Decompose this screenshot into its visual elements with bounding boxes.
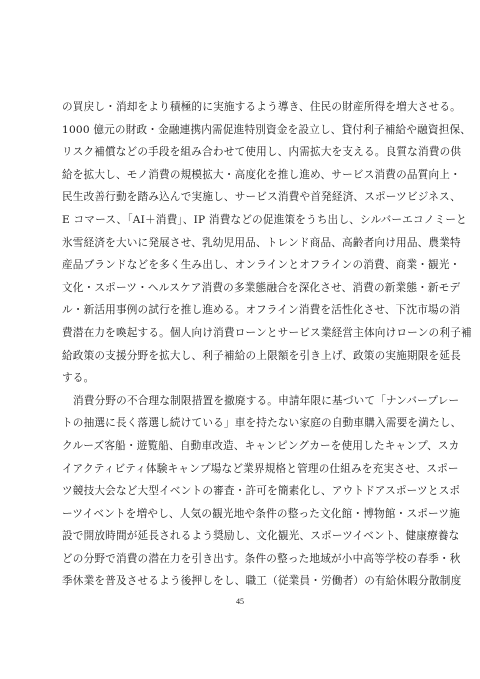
text-line: する。 [62,372,95,385]
text-line: 給を拡大し、モノ消費の規模拡大・高度化を推し進め、サービス消費の品質向上・ [62,168,461,181]
text-line: E コマース、「AI＋消費」、IP 消費などの促進策をうち出し、シルバーエコノミーと [62,213,467,226]
text-line: イアクティビティ体験キャンプ場など業界規格と管理の仕組みを充実させ、スポー [62,462,459,475]
paragraph-1 [62,96,472,390]
text-line: 産品ブランドなどを多く生み出し、オンラインとオフラインの消費、商業・観光・ [62,259,461,272]
text-line: 給政策の支援分野を拡大し、利子補給の上限額を引き上げ、政策の実施期限を延長 [62,349,461,362]
paragraph-2 [62,390,462,593]
text-line: 1000 億元の財政・金融連携内需促進特別資金を設立し、貸付利子補給や融資担保、 [62,123,472,136]
text-line: 民生改善行動を踏み込んで実施し、サービス消費や首発経済、スポーツビジネス、 [62,191,461,204]
text-line: どの分野で消費の潜在力を引き出す。条件の整った地域が小中高等学校の春季・秋 [62,552,461,565]
body-text [62,96,472,593]
text-line: 設で開放時間が延長されるよう奨励し、文化観光、スポーツイベント、健康療養な [62,530,460,543]
text-line: ーツイベントを増やし、人気の観光地や条件の整った文化館・博物館・スポーツ施 [62,507,460,520]
text-line: クルーズ客船・遊覧船、自動車改造、キャンピングカーを使用したキャンプ、スカ [62,439,460,452]
text-line: 費潜在力を喚起する。個人向け消費ローンとサービス業経営主体向けローンの利子補 [62,326,472,339]
text-line: 氷雪経済を大いに発展させ、乳幼児用品、トレンド商品、高齢者向け用品、農業特 [62,236,461,249]
text-line: の買戻し・消却をより積極的に実施するよう導き、住民の財産所得を増大させる。 [62,101,461,113]
text-line: ル・新活用事例の試行を推し進める。オフライン消費を活性化させ、下沈市場の消 [62,304,461,317]
text-line: トの抽選に長く落選し続けている」車を持たない家庭の自動車購入需要を満たし、 [62,417,462,430]
text-line: 消費分野の不合理な制限措置を撤廃する。申請年限に基づいて「ナンバープレー [73,394,460,407]
text-line: 文化・スポーツ・ヘルスケア消費の多業態融合を深化させ、消費の新業態・新モデ [62,281,461,294]
text-line: 季休業を普及させるよう後押しをし、職工（従業員・労働者）の有給休暇分散制度 [62,575,462,588]
text-line: ツ競技大会など大型イベントの審査・許可を簡素化し、アウトドアスポーツとスポ [62,485,461,498]
text-line: リスク補償などの手段を組み合わせて使用し、内需拡大を支える。良質な消費の供 [62,146,462,159]
page-number: 45 [236,597,244,606]
